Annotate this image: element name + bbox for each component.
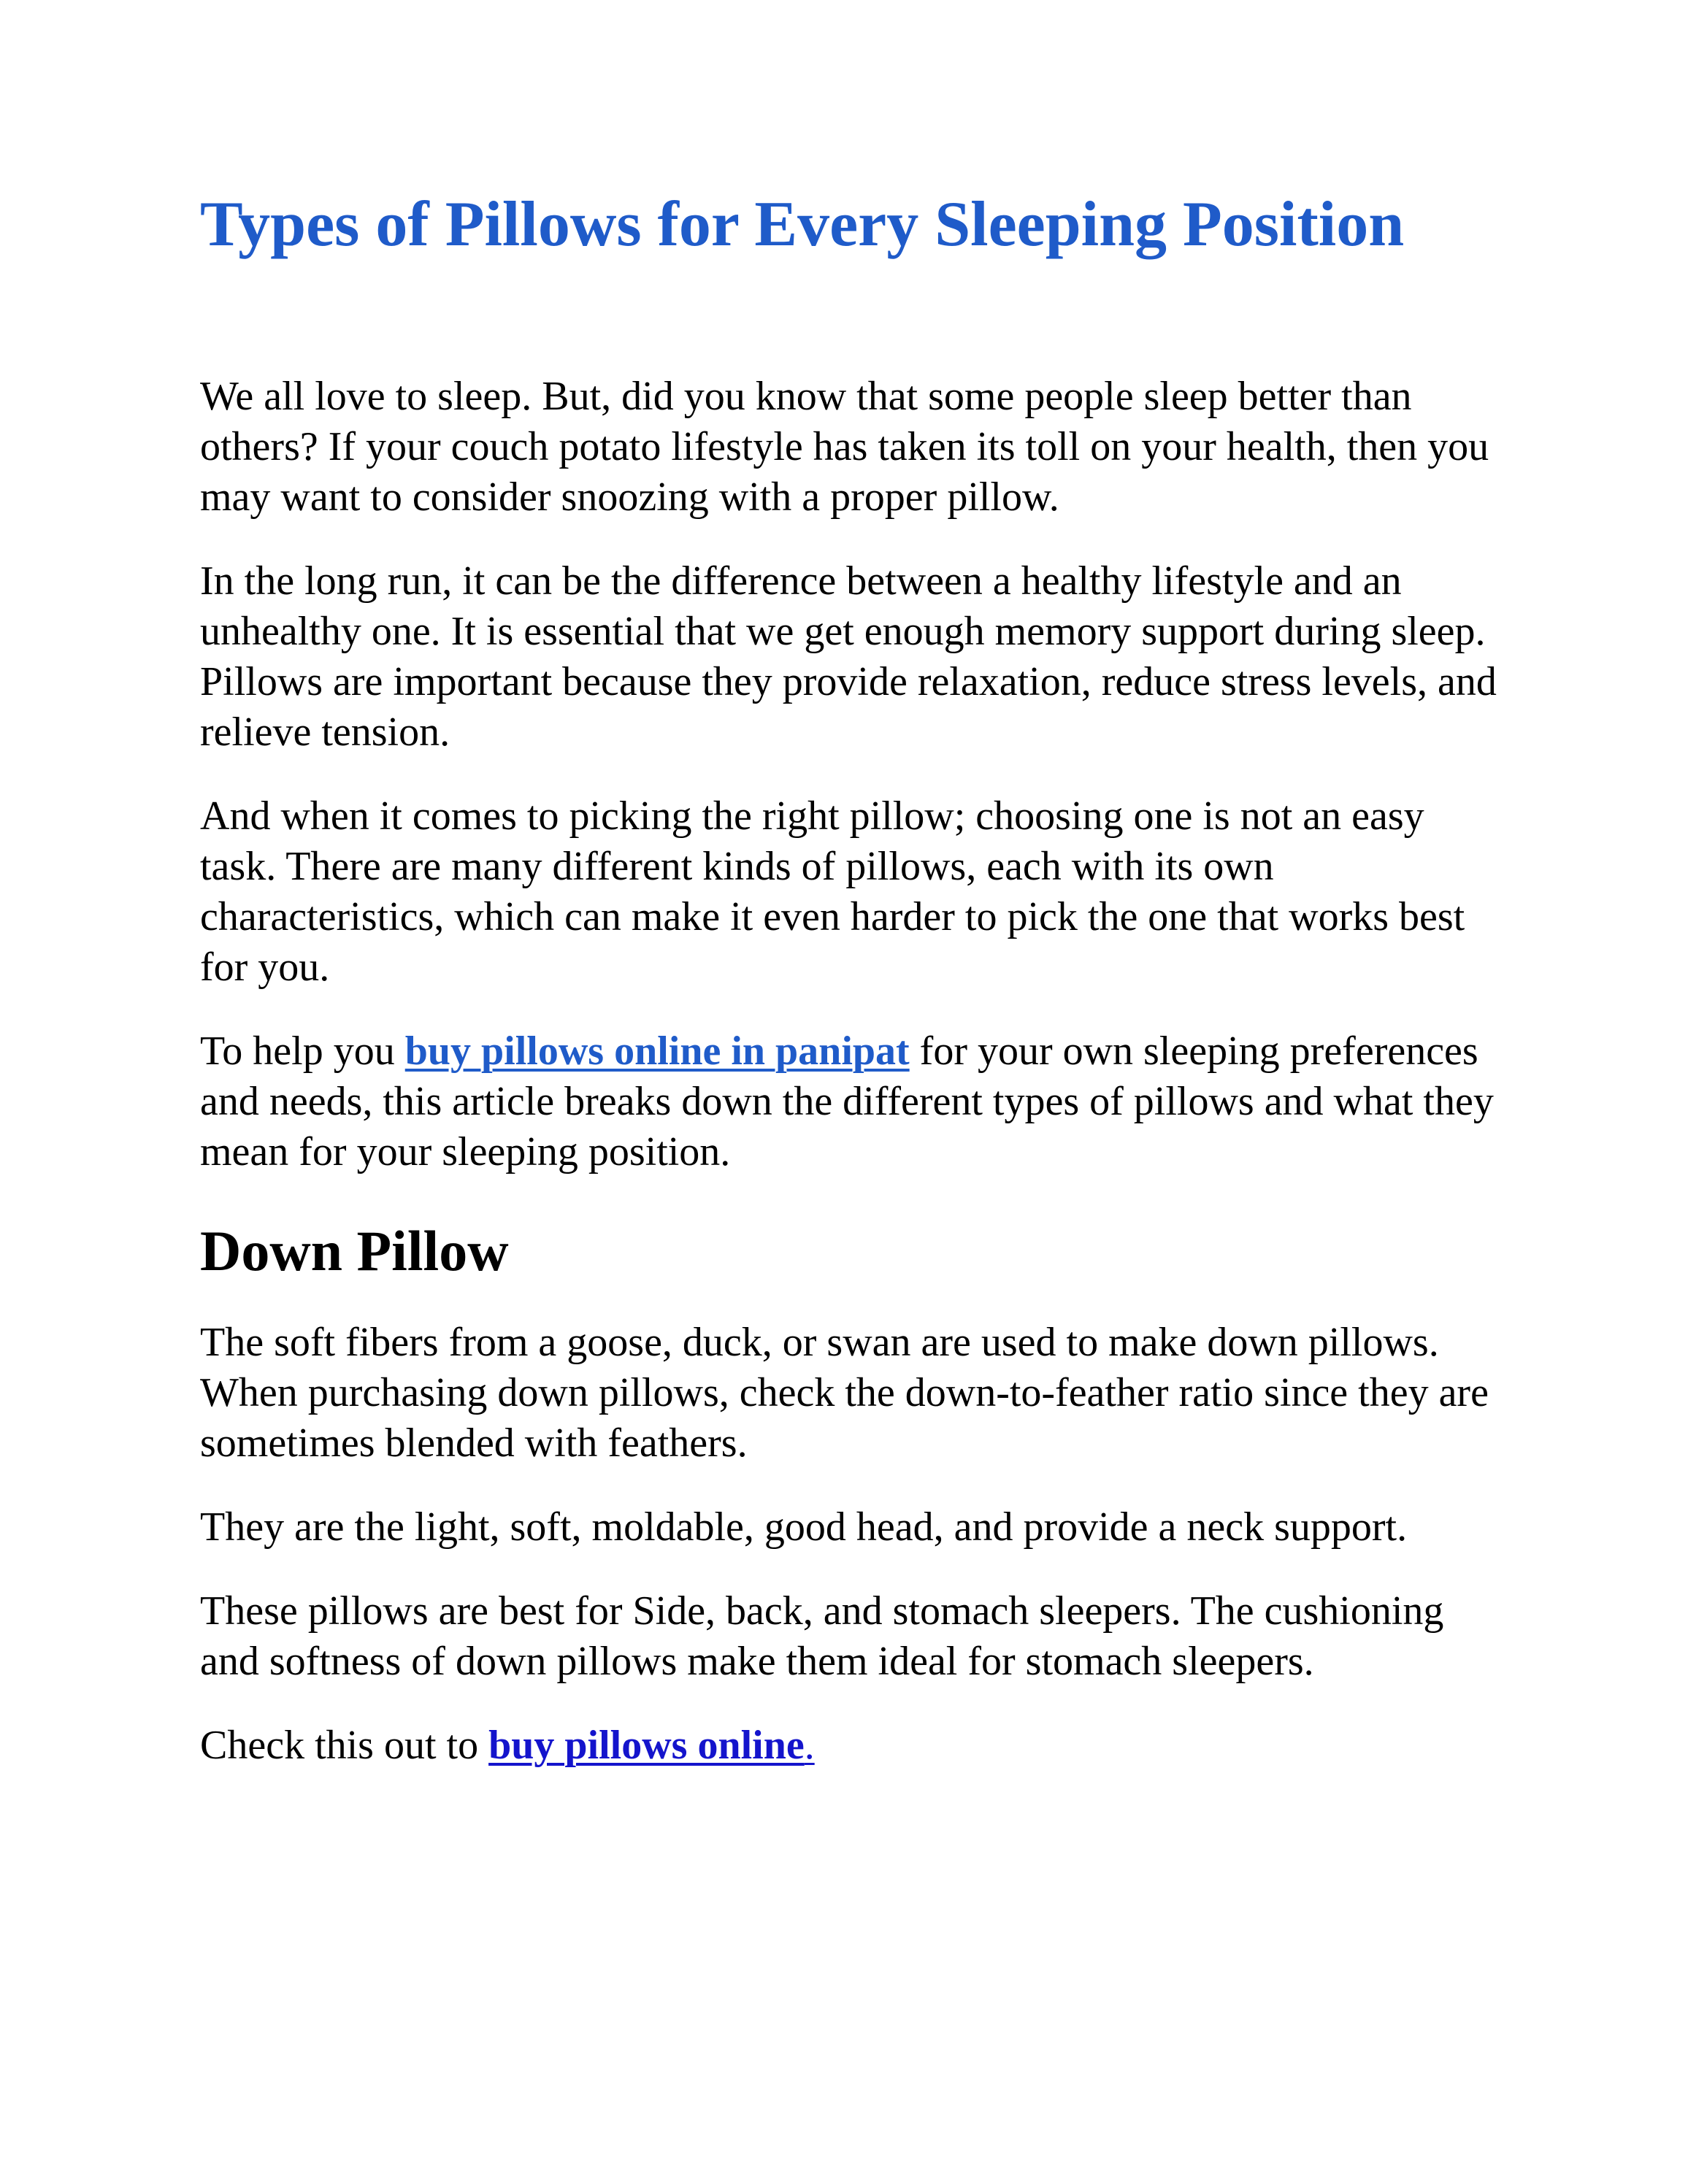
intro-paragraph-4-after: for your own sleeping preferences and needs, this article breaks down the different types of pillows and what they mean for your sleeping position. [200,1028,1494,1174]
section-paragraph-2: They are the light, soft, moldable, good head, and provide a neck support. [200,1504,1408,1550]
section-paragraph-4-before: Check this out to [200,1722,489,1768]
page-title: Types of Pillows for Every Sleeping Position [200,189,1405,260]
intro-paragraph-2: In the long run, it can be the difference between a healthy lifestyle and an unhealthy one. It is essential that we get enough memory support during sleep. Pillows are important because they provide relaxation, reduce stress levels, and relieve tension. [200,558,1497,755]
section-paragraph-1: The soft fibers from a goose, duck, or swan are used to make down pillows. When purchasing down pillows, check the down-to-feather ratio since they are sometimes blended with feathers. [200,1319,1489,1466]
intro-paragraph-1: We all love to sleep. But, did you know that some people sleep better than others? If your couch potato lifestyle has taken its toll on your health, then you may want to consider snoozing with a proper pillow. [200,373,1489,520]
document-page [200,190,1507,1804]
section-paragraph-4 [200,1720,1507,1771]
section-paragraph-4-after: . [804,1722,815,1768]
intro-paragraph-4-before: To help you [200,1028,405,1074]
buy-pillows-panipat-link[interactable]: buy pillows online in panipat [404,1028,910,1074]
intro-paragraph-3: And when it comes to picking the right pillow; choosing one is not an easy task. There are many different kinds of pillows, each with its own characteristics, which can make it even harder to pick the one that works best for you. [200,793,1465,990]
buy-pillows-online-link[interactable]: buy pillows online [488,1722,805,1768]
intro-paragraph-4 [200,1026,1507,1177]
section-heading-down-pillow: Down Pillow [200,1218,509,1283]
section-paragraph-3: These pillows are best for Side, back, and stomach sleepers. The cushioning and softness of down pillows make them ideal for stomach sleepers. [200,1588,1444,1684]
